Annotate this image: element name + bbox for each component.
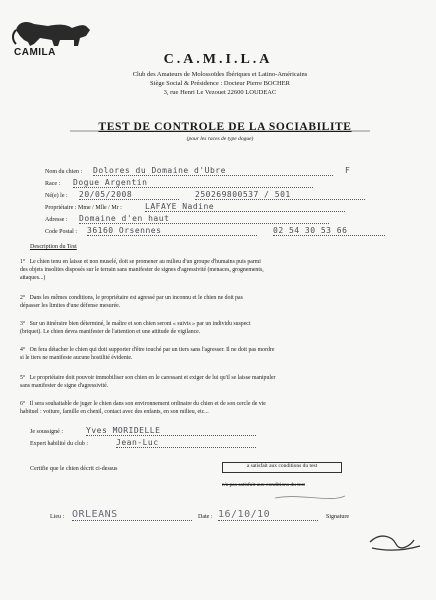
test-item-3 xyxy=(20,320,415,336)
document-subtitle: (pour les races de type dogue) xyxy=(186,136,254,142)
footer-line xyxy=(50,509,410,523)
expert-line xyxy=(30,440,370,450)
field-label: Je soussigné : xyxy=(30,429,63,435)
place-value: ORLEANS xyxy=(72,509,192,521)
item-line: Sur un itinéraire bien déterminé, le maître et son chien seront « suivis » par un individu suspect xyxy=(29,321,251,327)
item-line: Le chien tenu en laisse et non muselé, doit se promener au milieu d'un groupe d'humains puis parmi xyxy=(29,259,261,265)
field-value: Dogue Argentin xyxy=(73,178,313,188)
field-label: Adresse : xyxy=(45,217,68,223)
logo-wordmark: CAMILA xyxy=(14,47,56,58)
field-extra: 250269800537 / 501 xyxy=(195,190,365,200)
field-extra: 02 54 30 53 66 xyxy=(273,226,385,236)
field-address xyxy=(45,216,385,226)
handwritten-signature xyxy=(370,536,420,550)
test-item-1 xyxy=(20,258,415,282)
field-label: Nom du chien : xyxy=(45,169,83,175)
item-line: On fera détacher le chien qui doit supporter d'être touché par un tiers sans l'agresser. Il ne doit pas mordre xyxy=(29,347,275,353)
place-label: Lieu : xyxy=(50,514,65,520)
field-value: Dolores du Domaine d'Ubre xyxy=(93,166,333,176)
field-label: Expert habilité du club : xyxy=(30,441,88,447)
item-line: attaques...) xyxy=(20,275,46,281)
organization-name: C.A.M.I.L.A xyxy=(163,52,273,67)
document-title: TEST DE CONTROLE DE LA SOCIABILITE xyxy=(98,121,352,133)
field-extra: F xyxy=(345,166,351,175)
field-breed xyxy=(45,180,385,190)
field-label: Né(e) le : xyxy=(45,193,68,199)
item-line: sans manifester de signe d'agressivité. xyxy=(20,383,109,389)
field-label: Propriétaire : Mme / Mlle / Mr : xyxy=(45,205,122,211)
field-value: LAFAYE Nadine xyxy=(145,202,345,212)
test-item-4 xyxy=(20,346,415,362)
field-label: Race : xyxy=(45,181,61,187)
field-value: Domaine d'en haut xyxy=(79,214,329,224)
item-number: 2° xyxy=(20,295,26,301)
stamp-failed: n'a pas satisfait aux conditions du test xyxy=(222,482,305,488)
dog-logo-icon xyxy=(13,22,90,46)
test-item-2 xyxy=(20,294,415,310)
item-line: habituel : voiture, famille en chenil, contact avec des enfants, en son milieu, etc... xyxy=(20,409,209,415)
item-line: Le propriétaire doit pouvoir immobiliser son chien en le caressant et exiger de lui qu'il se laisse manipuler xyxy=(29,375,276,381)
test-item-5 xyxy=(20,374,415,390)
field-value: Yves MORIDELLE xyxy=(86,426,256,436)
field-birth-date xyxy=(45,192,385,202)
item-line: des objets insolites disposés sur le terrain sans manifester de signes d'agressivité (menaces, grognements, xyxy=(20,267,264,273)
field-value: 20/05/2008 xyxy=(79,190,179,200)
field-postal-code xyxy=(45,228,385,238)
org-line-3: 3, rue Henri Le Vezouet 22600 LOUDEAC xyxy=(163,89,277,96)
judge-line xyxy=(30,428,370,438)
field-owner xyxy=(45,204,385,214)
org-line-1: Club des Amateurs de Molossoïdes Ibériques et Latino-Américains xyxy=(132,71,308,78)
signature-label: Signature xyxy=(326,514,349,520)
date-value: 16/10/10 xyxy=(218,509,318,521)
item-line: Dans les mêmes conditions, le propriétaire est agressé par un inconnu et le chien ne doit pas xyxy=(29,295,243,301)
date-label: Date : xyxy=(198,514,213,520)
test-item-6 xyxy=(20,400,415,416)
field-value: Jean-Luc xyxy=(116,438,256,448)
item-line: si le tiers ne manifeste aucune hostilité évidente. xyxy=(20,355,133,361)
stamp-passed: a satisfait aux conditions du test xyxy=(222,462,342,473)
item-number: 6° xyxy=(20,401,26,407)
item-number: 1° xyxy=(20,259,26,265)
field-value: 36160 Orsennes xyxy=(87,226,257,236)
certify-text: Certifie que le chien décrit ci-dessus xyxy=(30,466,118,472)
field-label: Code Postal : xyxy=(45,229,78,235)
item-line: Il sera souhaitable de juger le chien dans son environnement ordinaire du chien et de son cercle de vie xyxy=(29,401,266,407)
item-number: 5° xyxy=(20,375,26,381)
stamp-ink-mark xyxy=(275,496,345,499)
item-line: (briquet). Le chien devra manifester de l'attention et une attitude de vigilance. xyxy=(20,329,201,335)
field-dog-name xyxy=(45,168,385,178)
item-number: 4° xyxy=(20,347,26,353)
description-heading: Description du Test xyxy=(30,244,77,250)
item-number: 3° xyxy=(20,321,26,327)
item-line: dépasser les limites d'une défense mesurée. xyxy=(20,303,121,309)
org-line-2: Siège Social & Présidence : Docteur Pierre BOCHER xyxy=(150,80,290,87)
